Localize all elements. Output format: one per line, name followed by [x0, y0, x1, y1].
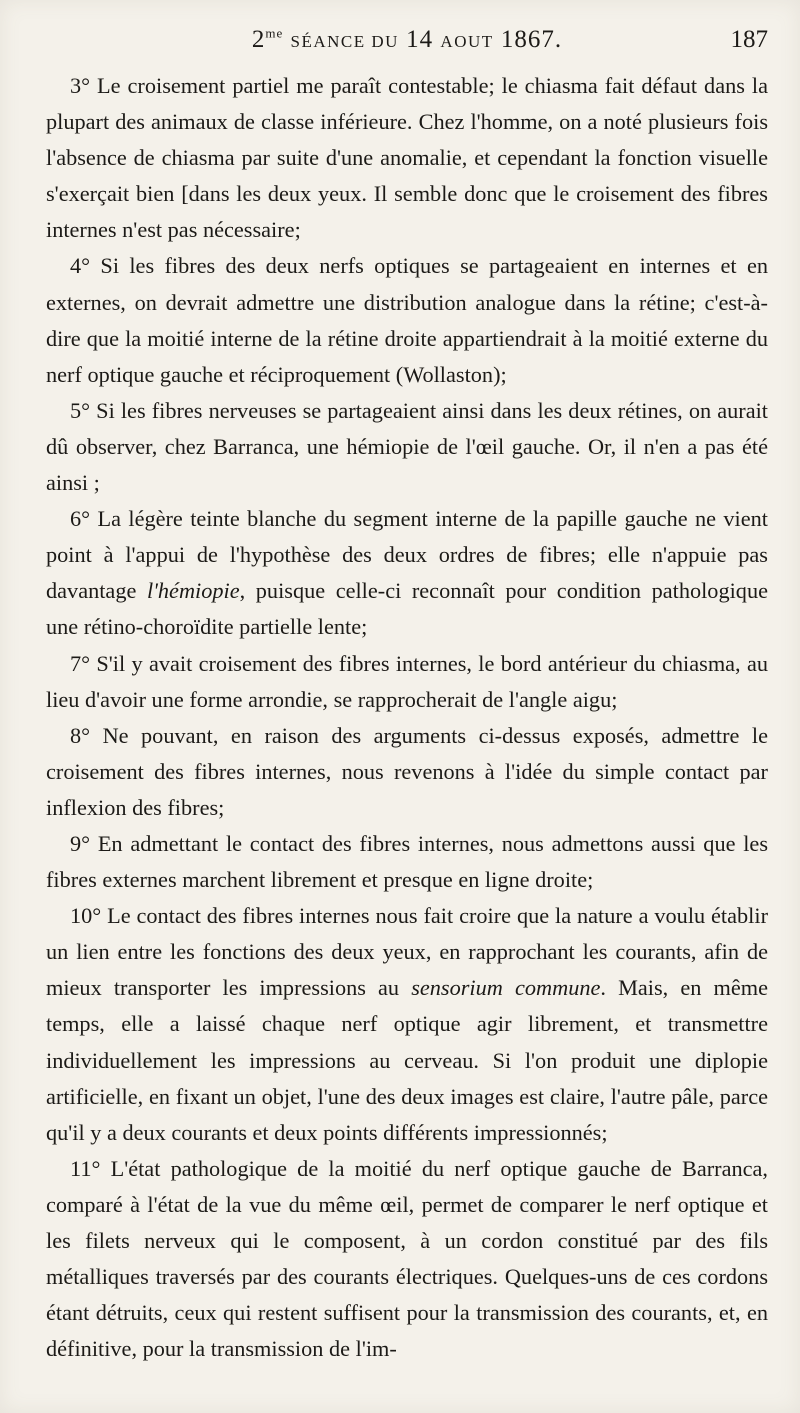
- paragraph-8: [46, 898, 768, 1151]
- paragraph-number: 3°: [70, 73, 91, 98]
- paragraph-text: . Mais, en même temps, elle a laissé chaque nerf optique agir librement, et transmettre individuellement les impressions au cerveau. Si l'on produit une diplopie artificielle, en fixant un objet, l'une des deux images est claire, l'autre pâle, parce qu'il y a deux courants et deux points différents impressionnés;: [46, 975, 768, 1145]
- seance-day: 14: [406, 26, 434, 53]
- paragraph-text: En admettant le contact des fibres internes, nous admettons aussi que les fibres externes marchent librement et presque en ligne droite;: [46, 830, 768, 893]
- paragraph-1: [46, 68, 768, 248]
- paragraph-6: [46, 718, 768, 826]
- italic-term: sensorium commune: [411, 975, 601, 1001]
- paragraph-3: [46, 393, 768, 501]
- paragraph-number: 10°: [70, 903, 102, 929]
- paragraph-text: S'il y avait croisement des fibres internes, le bord antérieur du chiasma, au lieu d'avoir une forme arrondie, se rapprocherait de l'angle aigu;: [46, 650, 768, 712]
- seance-ordinal-suffix: me: [265, 25, 284, 41]
- italic-term: l'hémiopie: [146, 578, 240, 604]
- page-number: 187: [730, 26, 768, 53]
- paragraph-text: La légère teinte blanche du segment interne de la papille gauche ne vient point à l'appui de l'hypothèse des deux ordres de fibres; elle n'appuie pas davantage: [46, 506, 768, 604]
- paragraph-7: [46, 826, 768, 898]
- paragraph-text: Ne pouvant, en raison des arguments ci-dessus exposés, admettre le croisement des fibres internes, nous revenons à l'idée du simple contact par inflexion des fibres;: [46, 722, 768, 820]
- paragraph-text: Si les fibres nerveuses se partageaient ainsi dans les deux rétines, on aurait dû observer, chez Barranca, une hémiopie de l'œil gauche. Or, il n'en a pas été ainsi ;: [46, 397, 768, 496]
- paragraph-text: L'état pathologique de la moitié du nerf optique gauche de Barranca, comparé à l'état de la vue du même œil, permet de comparer le nerf optique et les filets nerveux qui le composent, à un cordon constitué par des fils métalliques traversés par des courants électriques. Quelques-uns de ces cordons étant détruits, ceux qui restent suffisent pour la transmission des courants, et, en définitive, pour la transmission de l'im-: [46, 1155, 768, 1362]
- paragraph-number: 11°: [70, 1155, 101, 1181]
- paragraph-number: 4°: [70, 253, 91, 279]
- body-text: [46, 68, 768, 1367]
- paragraph-text: Le contact des fibres internes nous fait croire que la nature a voulu établir un lien entre les fonctions des deux yeux, en rapprochant les courants, afin de mieux transporter les impressions au: [46, 903, 768, 1001]
- paragraph-number: 9°: [70, 830, 91, 856]
- running-head: [46, 20, 768, 60]
- seance-label: SÉANCE DU: [290, 32, 399, 51]
- paragraph-5: [46, 646, 768, 718]
- paragraph-number: 5°: [70, 397, 91, 423]
- paragraph-number: 6°: [70, 506, 91, 532]
- paragraph-4: [46, 501, 768, 645]
- paragraph-2: [46, 248, 768, 392]
- paragraph-9: [46, 1151, 768, 1368]
- seance-month: AOUT: [440, 32, 494, 51]
- running-title: [46, 20, 768, 62]
- paragraph-number: 7°: [70, 650, 91, 676]
- paragraph-text: , puisque celle-ci reconnaît pour condition pathologique une rétino-choroïdite partielle lente;: [46, 578, 768, 640]
- paragraph-number: 8°: [70, 722, 91, 748]
- seance-ordinal: 2: [251, 26, 266, 53]
- book-page: [46, 0, 768, 1413]
- paragraph-text: Le croisement partiel me paraît contestable; le chiasma fait défaut dans la plupart des animaux de classe inférieure. Chez l'homme, on a noté plusieurs fois l'absence de chiasma par suite d'une anomalie, et cependant la fonction visuelle s'exerçait bien [dans les deux yeux. Il semble donc que le croisement des fibres internes n'est pas nécessaire;: [46, 73, 768, 243]
- paragraph-text: Si les fibres des deux nerfs optiques se partageaient en internes et en externes, on devrait admettre une distribution analogue dans la rétine; c'est-à-dire que la moitié interne de la rétine droite appartiendrait à la moitié externe du nerf optique gauche et réciproquement (Wollaston);: [46, 253, 768, 387]
- seance-year: 1867.: [500, 26, 563, 53]
